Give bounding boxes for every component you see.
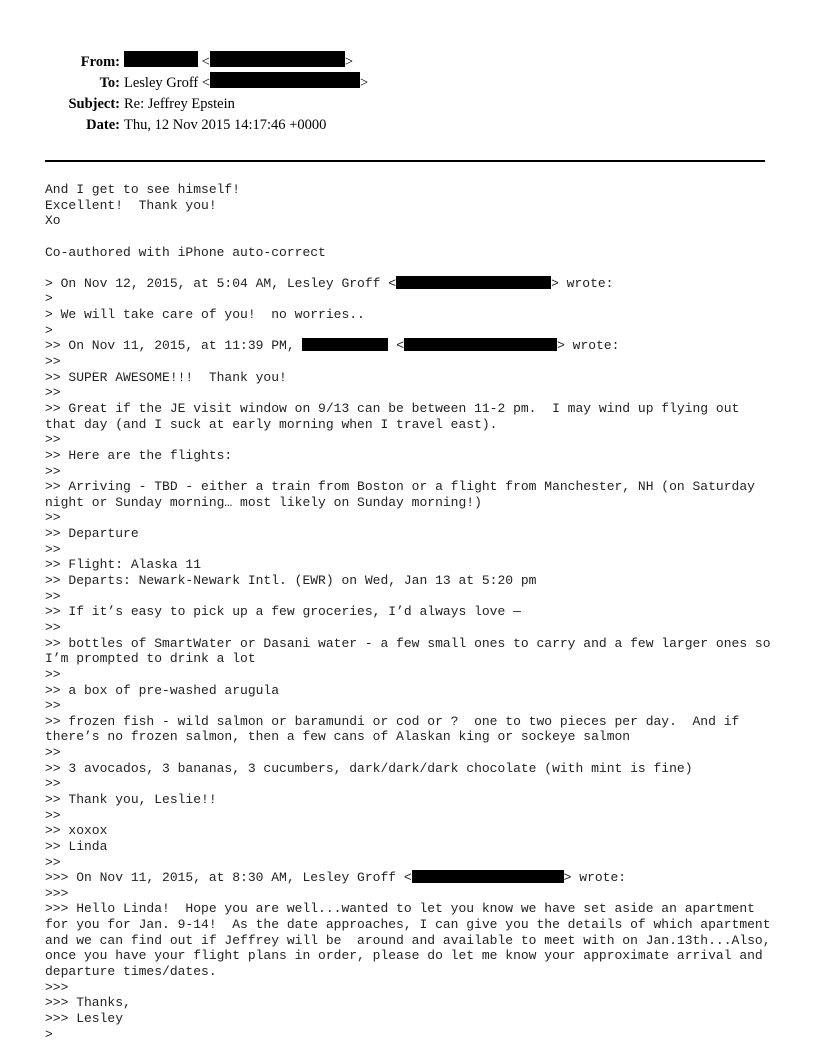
redacted-sender-email	[210, 51, 345, 67]
attribution-text: > wrote:	[557, 338, 620, 354]
body-line: >> a box of pre-washed arugula	[45, 682, 280, 698]
subject-row	[0, 94, 368, 115]
body-line: >>	[45, 776, 61, 792]
body-line: >>	[45, 354, 61, 370]
body-line: >> Linda	[45, 838, 108, 854]
body-line	[45, 229, 771, 245]
body-line	[45, 260, 771, 276]
body-line: Excellent! Thank you!	[45, 197, 217, 213]
body-line: >>> Lesley	[45, 1010, 124, 1026]
quote-attribution-line	[45, 338, 771, 354]
from-row: From: < >	[0, 52, 368, 73]
attribution-text: > wrote:	[551, 275, 614, 291]
body-line: >> If it’s easy to pick up a few groceries, I’d always love —	[45, 604, 521, 620]
attribution-text: > wrote:	[563, 870, 627, 886]
body-line: >> 3 avocados, 3 bananas, 3 cucumbers, dark/dark/dark chocolate (with mint is fine)	[45, 760, 693, 776]
redacted-text	[302, 338, 388, 351]
body-line: >>>	[45, 885, 69, 901]
attribution-text: > On Nov 12, 2015, at 5:04 AM, Lesley Groff <	[45, 275, 397, 291]
body-line: >>	[45, 510, 61, 526]
body-line: >>	[45, 588, 61, 604]
redacted-text	[396, 276, 551, 289]
body-line: >> Great if the JE visit window on 9/13 can be between 11-2 pm. I may wind up flying out	[45, 400, 740, 416]
body-line: >> Arriving - TBD - either a train from Boston or a flight from Manchester, NH (on Saturday	[45, 479, 755, 495]
attribution-text: >>> On Nov 11, 2015, at 8:30 AM, Lesley Groff <	[45, 870, 412, 886]
attribution-text: <	[388, 338, 405, 354]
header-divider	[45, 160, 765, 162]
body-line: >>	[45, 385, 61, 401]
body-line: >> bottles of SmartWater or Dasani water - a few small ones to carry and a few larger ones so	[45, 635, 771, 651]
body-line: once you have your flight plans in order, please do let me know your approximate arrival and	[45, 948, 763, 964]
body-line: >	[45, 291, 53, 307]
body-line: >> Flight: Alaska 11	[45, 557, 202, 573]
body-line: >>	[45, 463, 61, 479]
redacted-text	[412, 870, 564, 883]
body-line: >>	[45, 854, 61, 870]
body-line: >>	[45, 745, 61, 761]
body-line: Xo	[45, 213, 61, 229]
date-row	[0, 115, 368, 136]
redacted-sender-name	[124, 51, 198, 67]
body-line: >> Thank you, Leslie!!	[45, 791, 217, 807]
body-line: >>	[45, 619, 61, 635]
quote-attribution-line	[45, 276, 771, 292]
body-line: >>>	[45, 979, 69, 995]
to-row: To: Lesley Groff < >	[0, 73, 368, 94]
redacted-text	[404, 338, 557, 351]
body-line: >	[45, 1026, 53, 1042]
body-line: and we can find out if Jeffrey will be around and available to meet with on Jan.13th...Also,	[45, 932, 771, 948]
body-line: >> Departure	[45, 526, 139, 542]
email-body	[45, 182, 771, 1042]
date-value: Thu, 12 Nov 2015 14:17:46 +0000	[124, 117, 327, 133]
body-line: Co-authored with iPhone auto-correct	[45, 244, 326, 260]
from-label: From:	[80, 54, 120, 70]
body-line: night or Sunday morning… most likely on Sunday morning!)	[45, 494, 482, 510]
to-name: Lesley Groff	[124, 75, 199, 91]
body-line: >> Here are the flights:	[45, 447, 233, 463]
body-line: >> SUPER AWESOME!!! Thank you!	[45, 369, 287, 385]
email-header	[0, 52, 368, 136]
body-line: that day (and I suck at early morning when I travel east).	[45, 416, 498, 432]
attribution-text: >> On Nov 11, 2015, at 11:39 PM,	[45, 338, 303, 354]
body-line: >>	[45, 698, 61, 714]
body-line: >> frozen fish - wild salmon or baramundi or cod or ? one to two pieces per day. And if	[45, 713, 740, 729]
body-line: >>	[45, 666, 61, 682]
body-line: >>> Hello Linda! Hope you are well...wanted to let you know we have set aside an apartment	[45, 901, 755, 917]
quote-attribution-line	[45, 870, 771, 886]
body-line: > We will take care of you! no worries..	[45, 307, 365, 323]
body-line: >> xoxox	[45, 823, 108, 839]
body-line: >>> Thanks,	[45, 995, 131, 1011]
body-line: there’s no frozen salmon, then a few cans of Alaskan king or sockeye salmon	[45, 729, 631, 745]
body-line: >>	[45, 541, 61, 557]
date-label: Date:	[86, 117, 120, 133]
body-line: >> Departs: Newark-Newark Intl. (EWR) on Wed, Jan 13 at 5:20 pm	[45, 573, 537, 589]
subject-value: Re: Jeffrey Epstein	[124, 96, 235, 112]
redacted-recipient-email	[210, 72, 360, 88]
body-line: >>	[45, 432, 61, 448]
subject-label: Subject:	[68, 96, 120, 112]
body-line: And I get to see himself!	[45, 182, 241, 197]
body-line: >>	[45, 807, 61, 823]
to-label: To:	[99, 75, 120, 91]
body-line: for you for Jan. 9-14! As the date approaches, I can give you the details of which apartment	[45, 917, 771, 933]
body-line: departure times/dates.	[45, 964, 217, 980]
body-line: I’m prompted to drink a lot	[45, 651, 256, 667]
body-line: >	[45, 322, 53, 338]
